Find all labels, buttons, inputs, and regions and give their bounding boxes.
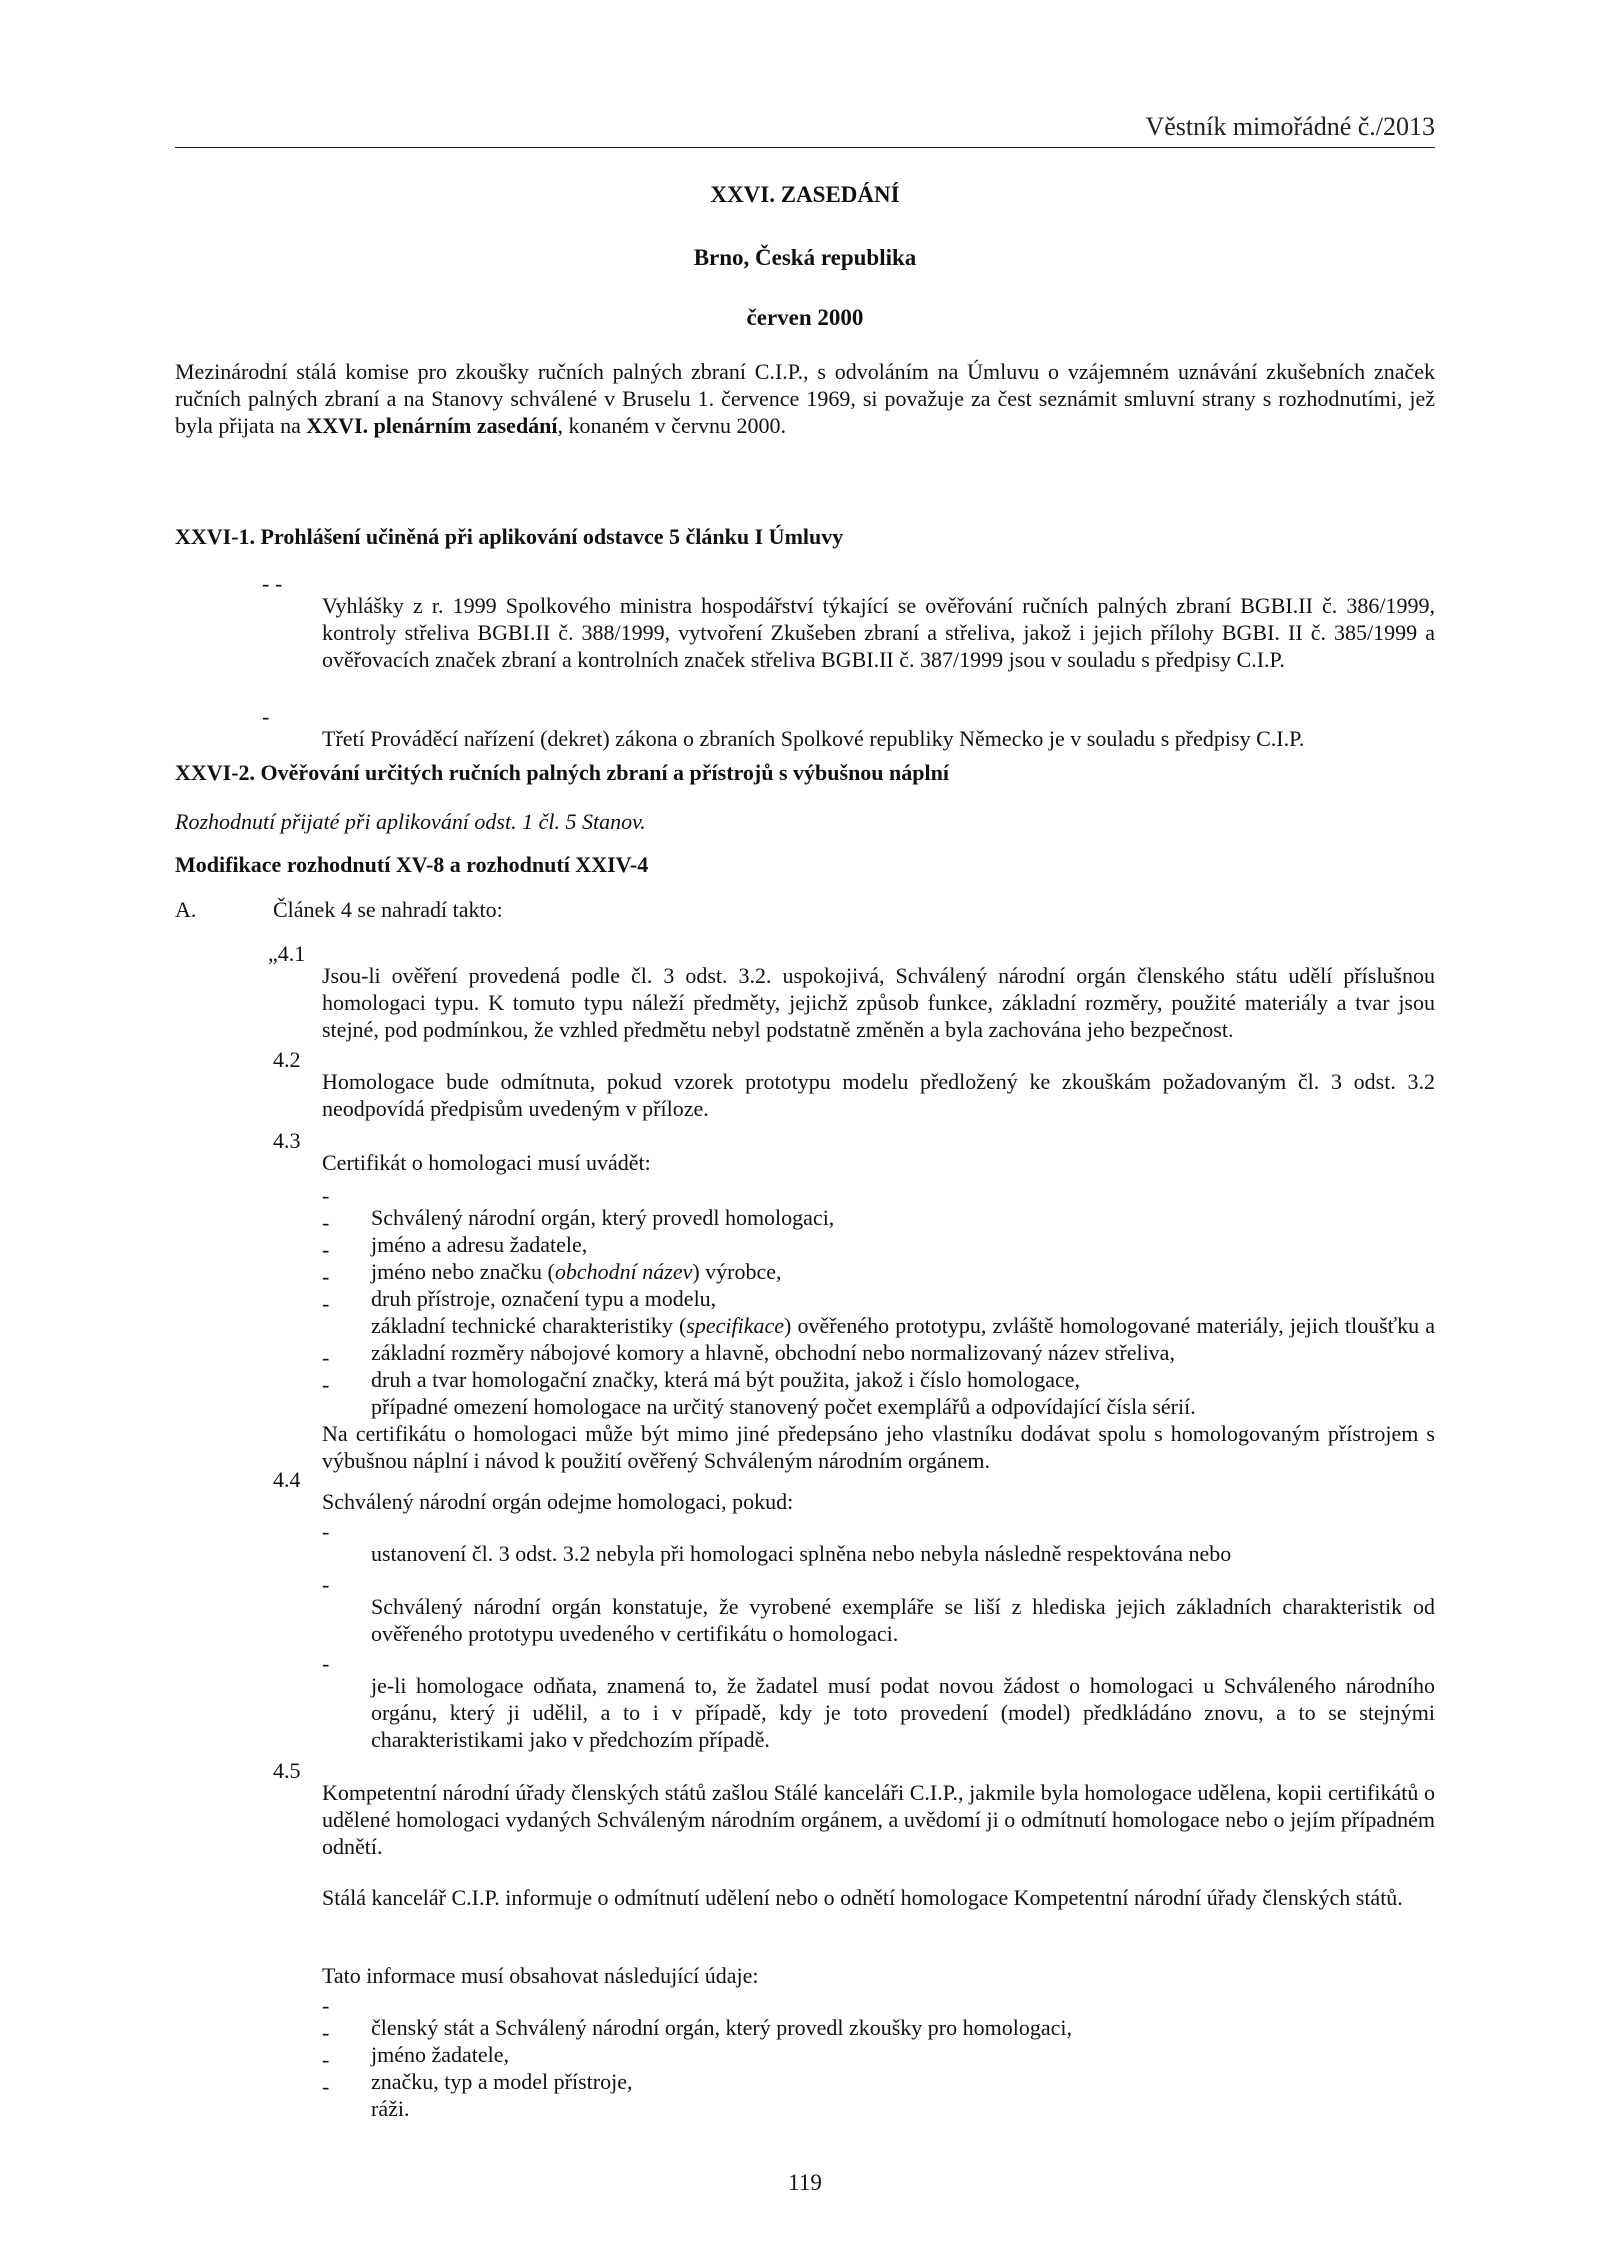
para-4-2-number: 4.2 [273, 1047, 301, 1072]
para-4-3-item-7: případné omezení homologace na určitý stanovený počet exemplářů a odpovídající čísla sérií. [371, 1394, 1196, 1419]
intro-text: Mezinárodní stálá komise pro zkoušky ručních palných zbraní C.I.P., s odvoláním na Úmluvu o vzájemném uznávání zkušebních značek ručních palných zbraní a na Stanovy schválené v Bruselu 1. července 1969, si považuje za čest seznámit smluvní strany s rozhodnutími, jež byla přijata na [175, 359, 1435, 438]
dash-marker: - [322, 1993, 330, 2018]
dash-marker: - [322, 2020, 330, 2045]
section-1-item-1: Vyhlášky z r. 1999 Spolkového ministra hospodářství týkající se ověřování ručních palných zbraní BGBI.II č. 386/1999, kontroly střeliva BGBI.II č. 388/1999, vytvoření Zkušeben zbraní a střeliva, jakož i jejich přílohy BGBI. II č. 385/1999 a ověřovacích značek zbraní a kontrolních značek střeliva BGBI.II č. 387/1999 jsou v souladu s předpisy C.I.P. [322, 593, 1435, 672]
para-4-5-item-3: značku, typ a model přístroje, [371, 2069, 633, 2094]
para-4-1-number: „4.1 [268, 941, 306, 966]
para-4-4-item-1: ustanovení čl. 3 odst. 3.2 nebyla při homologaci splněna nebo nebyla následně respektována nebo [371, 1541, 1232, 1566]
section-2-heading: XXVI-2. Ověřování určitých ručních palných zbraní a přístrojů s výbušnou náplní [175, 760, 949, 785]
header-rule [175, 147, 1435, 148]
para-4-4-number: 4.4 [273, 1467, 301, 1492]
para-4-1: Jsou-li ověření provedená podle čl. 3 odst. 3.2. uspokojivá, Schválený národní orgán členského státu udělí příslušnou homologaci typu. K tomuto typu náleží předměty, jejichž způsob funkce, základní rozměry, použité materiály a tvar jsou stejné, pod podmínkou, že vzhled předmětu nebyl podstatně změněn a byla zachována jeho bezpečnost. [322, 963, 1435, 1042]
section-1-item-2: Třetí Prováděcí nařízení (dekret) zákona o zbraních Spolkové republiky Německo je v souladu s předpisy C.I.P. [322, 726, 1305, 751]
para-4-5-item-1: členský stát a Schválený národní orgán, který provedl zkoušky pro homologaci, [371, 2015, 1072, 2040]
article-a-label: A. [175, 897, 197, 922]
para-4-5-office: Stálá kancelář C.I.P. informuje o odmítnutí udělení nebo o odnětí homologace Kompetentní národní úřady členských států. [322, 1885, 1403, 1910]
journal-header: Věstník mimořádné č./2013 [1145, 112, 1435, 141]
article-a-text: Článek 4 se nahradí takto: [273, 897, 503, 922]
dash-marker: - [322, 1572, 330, 1597]
para-4-5-item-2: jméno žadatele, [371, 2042, 510, 2067]
session-title: XXVI. ZASEDÁNÍ [710, 182, 900, 207]
dash-marker: - [322, 1345, 330, 1370]
para-4-4-item-3: je-li homologace odňata, znamená to, že žadatel musí podat novou žádost o homologaci u Schváleného národního orgánu, který ji udělil, a to i v případě, kdy je toto provedení (model) předkládáno znovu, a to se stejnými charakteristikami jako v předchozím případě. [371, 1673, 1435, 1752]
section-2-subtitle: Rozhodnutí přijaté při aplikování odst. 1 čl. 5 Stanov. [175, 809, 646, 834]
para-4-2: Homologace bude odmítnuta, pokud vzorek prototypu modelu předložený ke zkouškám požadovaným čl. 3 odst. 3.2 neodpovídá předpisům uvedeným v příloze. [322, 1069, 1435, 1121]
para-4-3-item-4: druh přístroje, označení typu a modelu, [371, 1286, 717, 1311]
para-4-3-number: 4.3 [273, 1128, 301, 1153]
para-4-3-item-1: Schválený národní orgán, který provedl homologaci, [371, 1205, 835, 1230]
intro-bold: XXVI. plenárním zasedání [306, 413, 558, 438]
para-4-4-item-2: Schválený národní orgán konstatuje, že vyrobené exempláře se liší z hlediska jejich základních charakteristik od ověřeného prototypu uvedeného v certifikátu o homologaci. [371, 1594, 1435, 1646]
dash-marker: - [322, 1210, 330, 1235]
modification-heading: Modifikace rozhodnutí XV-8 a rozhodnutí XXIV-4 [175, 852, 649, 877]
dash-marker: - [322, 2047, 330, 2072]
para-4-3-note: Na certifikátu o homologaci může být mimo jiné předepsáno jeho vlastníku dodávat spolu s homologovaným přístrojem s výbušnou náplní i návod k použití ověřený Schváleným národním orgánem. [322, 1421, 1435, 1473]
dash-marker: - [322, 1264, 330, 1289]
intro-text-end: , konaném v červnu 2000. [557, 413, 787, 438]
dash-marker: - [262, 704, 270, 729]
dash-marker: - [322, 1291, 330, 1316]
dash-marker: - [322, 1372, 330, 1397]
session-date: červen 2000 [746, 305, 864, 330]
para-4-5-item-4: ráži. [371, 2096, 410, 2121]
page-number: 119 [788, 2170, 822, 2195]
dash-marker: - [322, 2074, 330, 2099]
para-4-3-item-6: druh a tvar homologační značky, která má být použita, jakož i číslo homologace, [371, 1367, 1081, 1392]
dash-marker: - [322, 1651, 330, 1676]
dash-marker: - [322, 1519, 330, 1544]
para-4-5-info: Tato informace musí obsahovat následující údaje: [322, 1963, 759, 1988]
dash-marker: - [322, 1183, 330, 1208]
para-4-3-item-5: základní technické charakteristiky (specifikace) ověřeného prototypu, zvláště homologované materiály, jejich tloušťku a základní rozměry nábojové komory a hlavně, obchodní nebo normalizovaný název střeliva, [371, 1313, 1435, 1365]
session-location: Brno, Česká republika [693, 245, 917, 270]
para-4-3-item-2: jméno a adresu žadatele, [371, 1232, 588, 1257]
para-4-5: Kompetentní národní úřady členských států zašlou Stálé kanceláři C.I.P., jakmile byla homologace udělena, kopii certifikátů o udělené homologaci vydaných Schváleným národním orgánem, a uvědomí ji o odmítnutí homologace nebo o jejím případném odnětí. [322, 1780, 1435, 1859]
para-4-5-number: 4.5 [273, 1758, 301, 1783]
para-4-4: Schválený národní orgán odejme homologaci, pokud: [322, 1489, 794, 1514]
dash-marker: - [262, 571, 270, 596]
dash-marker: - [322, 1237, 330, 1262]
section-1-heading: XXVI-1. Prohlášení učiněná při aplikování odstavce 5 článku I Úmluvy [175, 524, 844, 549]
para-4-3-item-3: jméno nebo značku (obchodní název) výrobce, [371, 1259, 782, 1284]
para-4-3: Certifikát o homologaci musí uvádět: [322, 1150, 651, 1175]
intro-paragraph [175, 358, 1435, 439]
